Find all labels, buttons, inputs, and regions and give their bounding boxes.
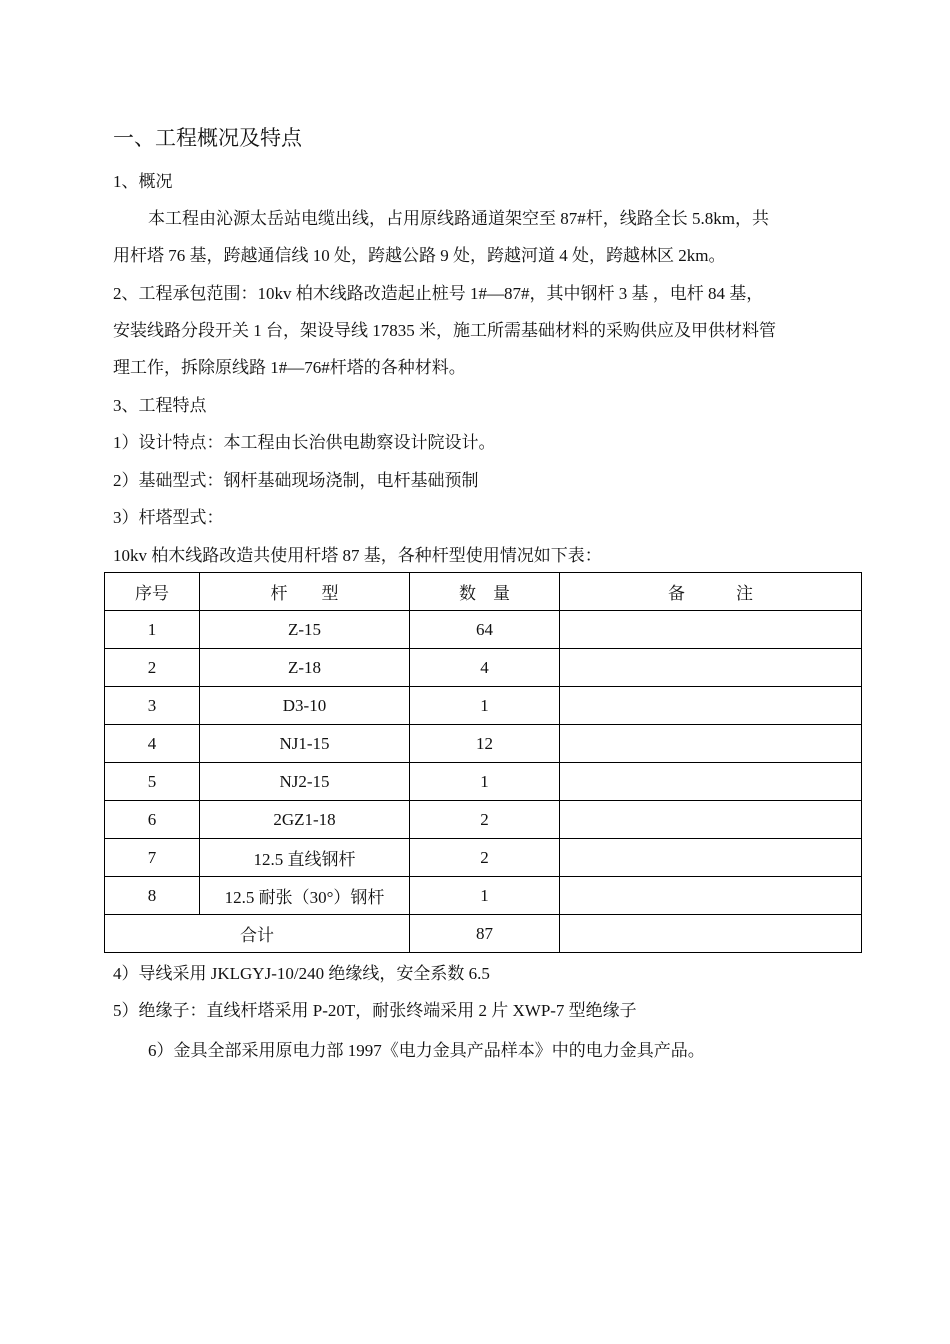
scope-line-3: 理工作，拆除原线路 1#—76#杆塔的各种材料。 xyxy=(113,358,466,377)
table-intro: 10kv 柏木线路改造共使用杆塔 87 基，各种杆型使用情况如下表： xyxy=(113,546,602,565)
cell-no: 4 xyxy=(105,725,200,763)
cell-type: Z-15 xyxy=(200,611,410,649)
cell-note xyxy=(560,763,862,801)
cell-type: NJ2-15 xyxy=(200,763,410,801)
cell-no: 5 xyxy=(105,763,200,801)
cell-no: 8 xyxy=(105,877,200,915)
cell-type: NJ1-15 xyxy=(200,725,410,763)
cell-note xyxy=(560,611,862,649)
cell-no: 6 xyxy=(105,801,200,839)
cell-note xyxy=(560,839,862,877)
features-title: 3、工程特点 xyxy=(113,396,207,415)
cell-no: 2 xyxy=(105,649,200,687)
table-row xyxy=(105,877,862,915)
table-row xyxy=(105,801,862,839)
cell-qty: 64 xyxy=(410,611,560,649)
table-total-row xyxy=(105,915,862,953)
cell-qty: 2 xyxy=(410,839,560,877)
header-no: 序号 xyxy=(105,573,200,611)
feature-conductor: 4）导线采用 JKLGYJ-10/240 绝缘线，安全系数 6.5 xyxy=(113,964,490,983)
cell-type: 12.5 耐张（30°）钢杆 xyxy=(200,877,410,915)
cell-qty: 2 xyxy=(410,801,560,839)
feature-tower-type: 3）杆塔型式： xyxy=(113,508,224,527)
cell-qty: 4 xyxy=(410,649,560,687)
total-note xyxy=(560,915,862,953)
header-type: 杆 型 xyxy=(200,573,410,611)
table-row xyxy=(105,725,862,763)
table-row xyxy=(105,839,862,877)
overview-paragraph-line-2: 用杆塔 76 基，跨越通信线 10 处，跨越公路 9 处，跨越河道 4 处，跨越林区 2km。 xyxy=(113,246,726,265)
table-row xyxy=(105,649,862,687)
cell-no: 1 xyxy=(105,611,200,649)
scope-line-2: 安装线路分段开关 1 台，架设导线 17835 米，施工所需基础材料的采购供应及甲供材料管 xyxy=(113,321,776,340)
cell-qty: 1 xyxy=(410,877,560,915)
scope-line-1: 2、工程承包范围：10kv 柏木线路改造起止桩号 1#—87#，其中钢杆 3 基 ，电杆 84 基， xyxy=(113,284,764,303)
feature-design: 1）设计特点：本工程由长治供电勘察设计院设计。 xyxy=(113,433,496,452)
overview-paragraph-line-1: 本工程由沁源太岳站电缆出线，占用原线路通道架空至 87#杆，线路全长 5.8km，共 xyxy=(148,209,769,228)
total-qty: 87 xyxy=(410,915,560,953)
cell-qty: 12 xyxy=(410,725,560,763)
feature-foundation: 2）基础型式：钢杆基础现场浇制，电杆基础预制 xyxy=(113,471,479,490)
header-qty: 数 量 xyxy=(410,573,560,611)
total-label: 合计 xyxy=(105,915,410,953)
cell-qty: 1 xyxy=(410,687,560,725)
cell-qty: 1 xyxy=(410,763,560,801)
cell-note xyxy=(560,877,862,915)
cell-note xyxy=(560,687,862,725)
cell-type: D3-10 xyxy=(200,687,410,725)
table-row xyxy=(105,611,862,649)
feature-insulator: 5）绝缘子：直线杆塔采用 P-20T，耐张终端采用 2 片 XWP-7 型绝缘子 xyxy=(113,1001,637,1020)
table-row xyxy=(105,763,862,801)
cell-note xyxy=(560,801,862,839)
cell-note xyxy=(560,725,862,763)
overview-title: 1、概况 xyxy=(113,172,173,191)
section-heading: 一、工程概况及特点 xyxy=(113,126,302,150)
cell-type: Z-18 xyxy=(200,649,410,687)
cell-no: 3 xyxy=(105,687,200,725)
header-note: 备 注 xyxy=(560,573,862,611)
feature-fittings: 6）金具全部采用原电力部 1997《电力金具产品样本》中的电力金具产品。 xyxy=(148,1041,705,1060)
cell-type: 12.5 直线钢杆 xyxy=(200,839,410,877)
cell-type: 2GZ1-18 xyxy=(200,801,410,839)
cell-note xyxy=(560,649,862,687)
table-row xyxy=(105,687,862,725)
cell-no: 7 xyxy=(105,839,200,877)
table-header-row xyxy=(105,573,862,611)
tower-type-table xyxy=(104,572,862,953)
